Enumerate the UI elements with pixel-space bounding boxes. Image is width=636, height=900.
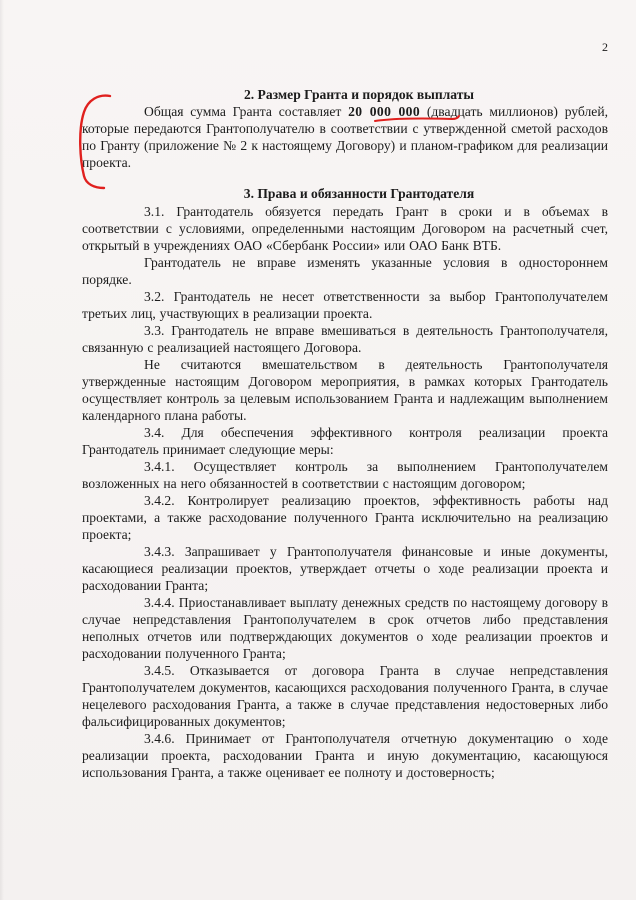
paragraph-3-4-2: 3.4.2. Контролирует реализацию проектов, эффективность работы над проектами, а также расходование полученного Гранта исключительно на реализацию проекта; xyxy=(82,493,608,542)
paragraph-3-3-note: Не считаются вмешательством в деятельность Грантополучателя утвержденные настоящим Договором мероприятия, в рамках которых Грантодатель осуществляет контроль за целевым использованием Гранта и надлежащим выполнением календарного плана работы. xyxy=(82,357,608,423)
paragraph-3-4-6: 3.4.6. Принимает от Грантополучателя отчетную документацию о ходе реализации проекта, расходовании Гранта и иную документацию, касающуюся использования Гранта, а также оценивает ее полноту и достоверность; xyxy=(82,731,608,780)
paragraph-3-4: 3.4. Для обеспечения эффективного контроля реализации проекта Грантодатель принимает следующие меры: xyxy=(82,425,608,457)
section-3-heading: 3. Права и обязанности Грантодателя xyxy=(243,186,475,201)
paragraph-3-1-note: Грантодатель не вправе изменять указанные условия в одностороннем порядке. xyxy=(82,255,608,287)
paragraph-3-4-1: 3.4.1. Осуществляет контроль за выполнением Грантополучателем возложенных на него обязанностей в соответствии с настоящим договором; xyxy=(82,459,608,491)
paragraph-3-4-5: 3.4.5. Отказывается от договора Гранта в случае непредставления Грантополучателем документов, касающихся расходования полученного Гранта, в случае нецелевого расходования Гранта, а также в случае представления недостоверных либо фальсифицированных документов; xyxy=(82,663,608,729)
page-edge-shadow xyxy=(0,0,4,900)
paragraph-text: (двадцать миллионов) рублей, которые передаются Грантополучателю в соответствии с утвержденной сметой расходов по Гранту (приложение № 2 к настоящему Договору) и планом-графиком для реализации проекта. xyxy=(82,104,608,170)
paragraph-3-3: 3.3. Грантодатель не вправе вмешиваться в деятельность Грантополучателя, связанную с реализацией настоящего Договора. xyxy=(82,323,608,355)
section-2-paragraph xyxy=(82,103,608,171)
page-number: 2 xyxy=(602,40,608,54)
paragraph-3-1: 3.1. Грантодатель обязуется передать Грант в сроки и в объемах в соответствии с условиями, определенными настоящим Договором на расчетный счет, открытый в учреждениях ОАО «Сбербанк России» или ОАО Банк ВТБ. xyxy=(82,204,608,253)
document-body xyxy=(82,82,608,781)
paragraph-3-2: 3.2. Грантодатель не несет ответственности за выбор Грантополучателем третьих лиц, участвующих в реализации проекта. xyxy=(82,289,608,321)
section-2-heading: 2. Размер Гранта и порядок выплаты xyxy=(243,87,475,102)
grant-amount: 20 000 000 xyxy=(348,104,421,119)
paragraph-3-4-4: 3.4.4. Приостанавливает выплату денежных средств по настоящему договору в случае непредставления Грантополучателем в срок отчетов либо представления неполных отчетов или подтверждающих документов о ходе реализации проектов и расходовании полученного Гранта; xyxy=(82,595,608,661)
paragraph-text: Общая сумма Гранта составляет xyxy=(144,104,349,119)
paragraph-3-4-3: 3.4.3. Запрашивает у Грантополучателя финансовые и иные документы, касающиеся реализации проектов, утверждает отчеты о ходе реализации проекта и расходовании Гранта; xyxy=(82,544,608,593)
